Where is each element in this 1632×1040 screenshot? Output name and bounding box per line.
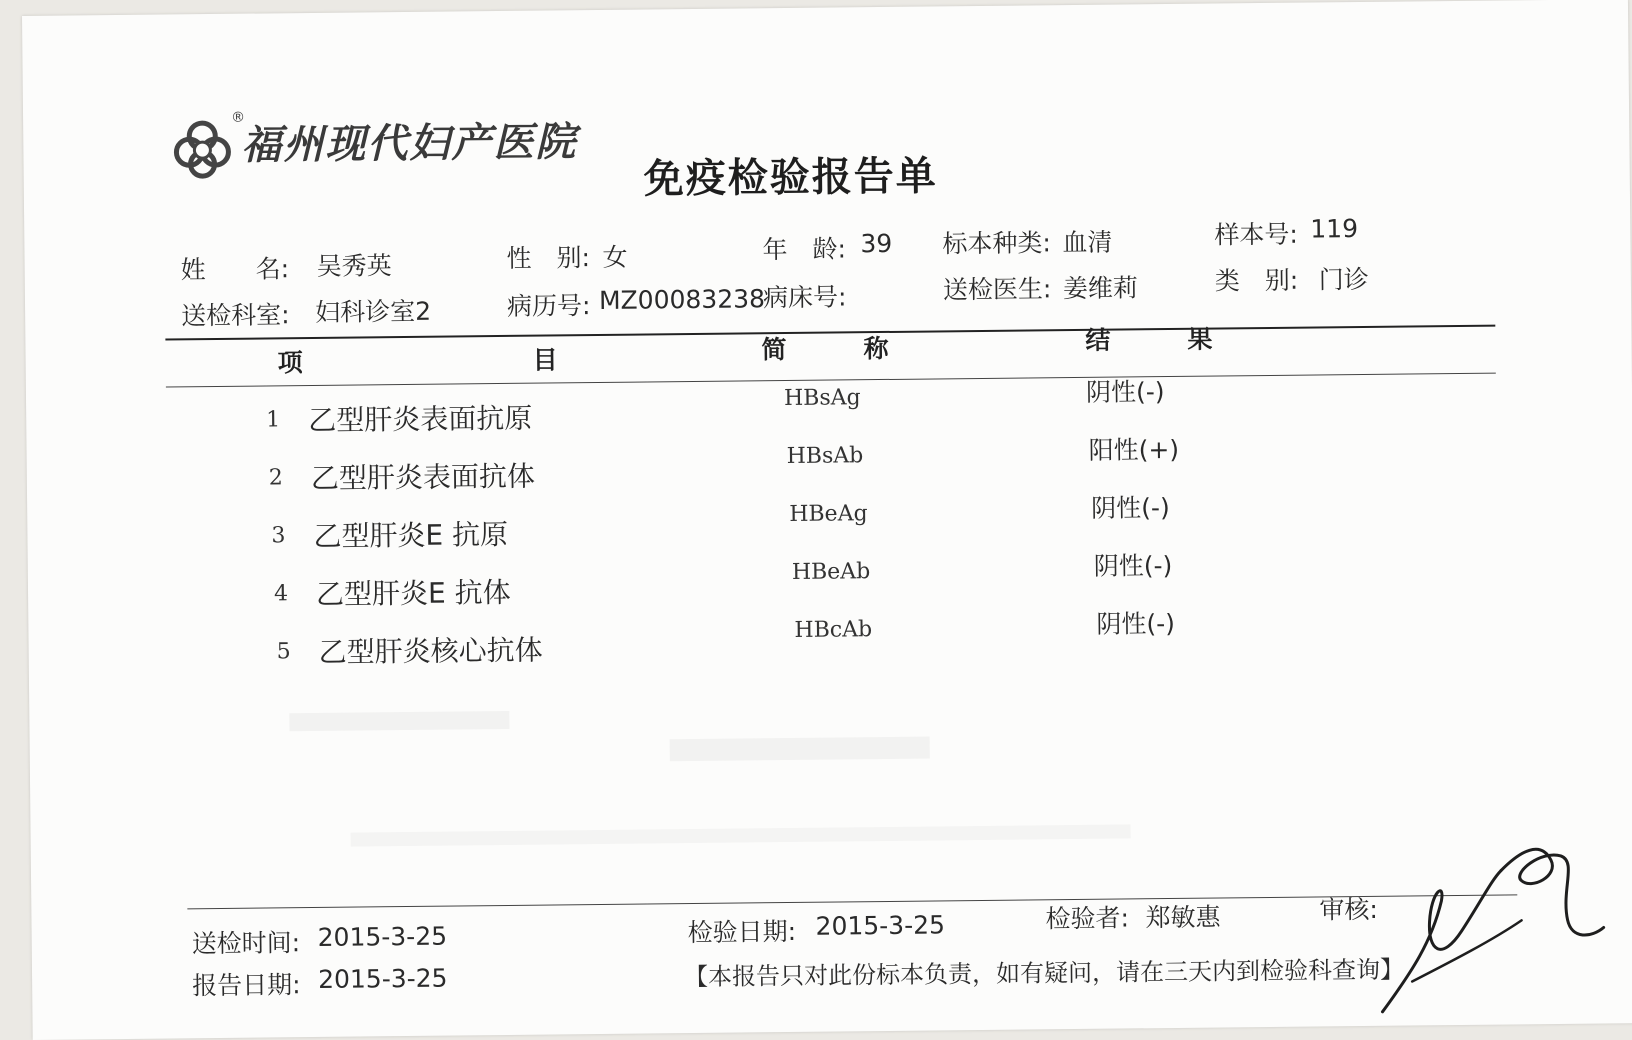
row-item: 乙型肝炎E 抗原 (313, 517, 509, 553)
hospital-logo-icon (167, 114, 238, 185)
report-sheet (22, 0, 1632, 1040)
bleed-through-mark (670, 737, 930, 762)
bleed-through-mark (351, 824, 1131, 846)
category-label: 类 别: (1214, 265, 1299, 296)
sex-label: 性 别: (506, 243, 591, 273)
patient-name: 吴秀英 (316, 251, 392, 281)
row-result: 阴性(-) (1096, 608, 1176, 639)
row-number: 2 (268, 465, 283, 491)
category: 门诊 (1318, 264, 1369, 295)
record-no: MZ00083238 (598, 284, 766, 315)
footer-rule (187, 894, 1517, 909)
test-date-label: 检验日期: (687, 916, 797, 948)
row-abbr: HBsAg (783, 385, 861, 412)
test-date: 2015-3-25 (815, 910, 946, 941)
row-number: 1 (266, 407, 281, 433)
row-abbr: HBeAg (789, 501, 868, 527)
reviewer-signature (1371, 819, 1613, 1022)
bed-no-label: 病床号: (762, 282, 847, 313)
row-abbr: HBeAb (791, 559, 871, 585)
row-item: 乙型肝炎E 抗体 (315, 575, 511, 611)
tester-label: 检验者: (1045, 903, 1130, 934)
row-result: 阴性(-) (1085, 377, 1165, 407)
record-no-label: 病历号: (506, 291, 591, 321)
sample-no: 119 (1310, 214, 1359, 244)
patient-sex: 女 (602, 242, 628, 272)
tester: 郑敏惠 (1145, 902, 1221, 933)
age-label: 年 龄: (762, 234, 847, 265)
col-header-item: 项 目 (277, 345, 584, 378)
doctor: 姜维莉 (1062, 273, 1139, 304)
col-header-abbr: 简 称 (761, 333, 915, 365)
patient-age: 39 (860, 228, 893, 259)
submit-time: 2015-3-25 (317, 921, 448, 952)
row-item: 乙型肝炎表面抗原 (308, 401, 533, 438)
col-header-result: 结 果 (1085, 324, 1239, 355)
department-label: 送检科室: (180, 300, 290, 331)
disclaimer-notice: 【本报告只对此份标本负责，如有疑问，请在三天内到检验科查询】 (683, 955, 1405, 992)
sample-no-label: 样本号: (1214, 219, 1298, 250)
row-number: 5 (276, 639, 291, 665)
row-result: 阴性(-) (1093, 550, 1173, 581)
department: 妇科诊室2 (314, 296, 432, 327)
reviewer-label: 审核: (1319, 894, 1379, 925)
row-result: 阳性(+) (1088, 434, 1180, 465)
row-abbr: HBsAb (786, 443, 864, 470)
row-number: 4 (273, 581, 289, 607)
hospital-name: 福州现代妇产医院 (241, 118, 578, 169)
registered-mark: ® (230, 109, 246, 126)
row-item: 乙型肝炎表面抗体 (310, 459, 536, 495)
row-number: 3 (271, 523, 286, 549)
report-title: 免疫检验报告单 (643, 153, 938, 203)
row-abbr: HBcAb (794, 617, 873, 643)
row-item: 乙型肝炎核心抗体 (318, 633, 543, 669)
name-label: 姓 名: (180, 254, 290, 285)
bleed-through-mark (289, 711, 509, 731)
report-date-label: 报告日期: (192, 970, 301, 1001)
submit-time-label: 送检时间: (191, 928, 301, 959)
specimen-type: 血清 (1062, 227, 1113, 258)
row-result: 阴性(-) (1091, 493, 1170, 523)
specimen-type-label: 标本种类: (942, 228, 1052, 259)
report-date: 2015-3-25 (317, 963, 448, 994)
doctor-label: 送检医生: (942, 274, 1052, 305)
